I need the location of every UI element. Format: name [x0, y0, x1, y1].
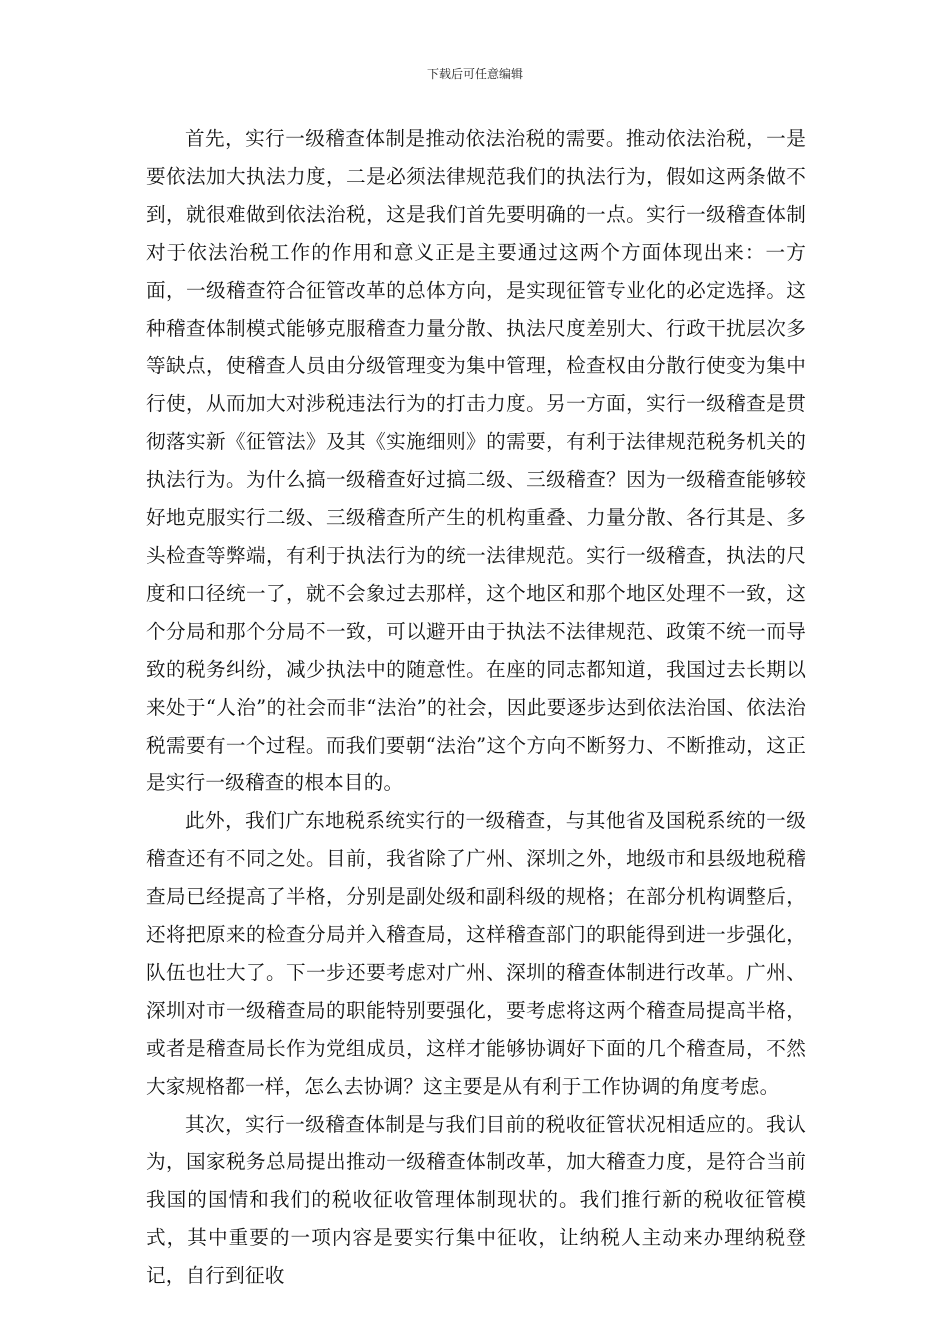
paragraph-3: 其次，实行一级稽查体制是与我们目前的税收征管状况相适应的。我认为，国家税务总局提出推动一级稽查体制改革，加大稽查力度，是符合当前我国的国情和我们的税收征收管理体制现状的。我们推行新的税收征管模式，其中重要的一项内容是要实行集中征收，让纳税人主动来办理纳税登记，自行到征收 [146, 1112, 806, 1288]
page-header: 下载后可任意编辑 [426, 67, 523, 81]
paragraph-1: 首先，实行一级稽查体制是推动依法治税的需要。推动依法治税，一是要依法加大执法力度，二是必须法律规范我们的执法行为，假如这两条做不到，就很难做到依法治税，这是我们首先要明确的一点。实行一级稽查体制对于依法治税工作的作用和意义正是主要通过这两个方面体现出来：一方面，一级稽查符合征管改革的总体方向，是实现征管专业化的必定选择。这种稽查体制模式能够克服稽查力量分散、执法尺度差别大、行政干扰层次多等缺点，使稽查人员由分级管理变为集中管理，检查权由分散行使变为集中行使，从而加大对涉税违法行为的打击力度。另一方面，实行一级稽查是贯彻落实新《征管法》及其《实施细则》的需要，有利于法律规范税务机关的执法行为。为什么搞一级稽查好过搞二级、三级稽查？因为一级稽查能够较好地克服实行二级、三级稽查所产生的机构重叠、力量分散、各行其是、多头检查等弊端，有利于执法行为的统一法律规范。实行一级稽查，执法的尺度和口径统一了，就不会象过去那样，这个地区和那个地区处理不一致，这个分局和那个分局不一致，可以避开由于执法不法律规范、政策不统一而导致的税务纠纷，减少执法中的随意性。在座的同志都知道，我国过去长期以来处于“人治”的社会而非“法治”的社会，因此要逐步达到依法治国、依法治税需要有一个过程。而我们要朝“法治”这个方向不断努力、不断推动，这正是实行一级稽查的根本目的。 [146, 127, 806, 795]
document-body [146, 120, 806, 1295]
paragraph-2: 此外，我们广东地税系统实行的一级稽查，与其他省及国税系统的一级稽查还有不同之处。目前，我省除了广州、深圳之外，地级市和县级地税稽查局已经提高了半格，分别是副处级和副科级的规格；在部分机构调整后，还将把原来的检查分局并入稽查局，这样稽查部门的职能得到进一步强化，队伍也壮大了。下一步还要考虑对广州、深圳的稽查体制进行改革。广州、深圳对市一级稽查局的职能特别要强化，要考虑将这两个稽查局提高半格，或者是稽查局长作为党组成员，这样才能够协调好下面的几个稽查局，不然大家规格都一样，怎么去协调？这主要是从有利于工作协调的角度考虑。 [146, 809, 806, 1098]
